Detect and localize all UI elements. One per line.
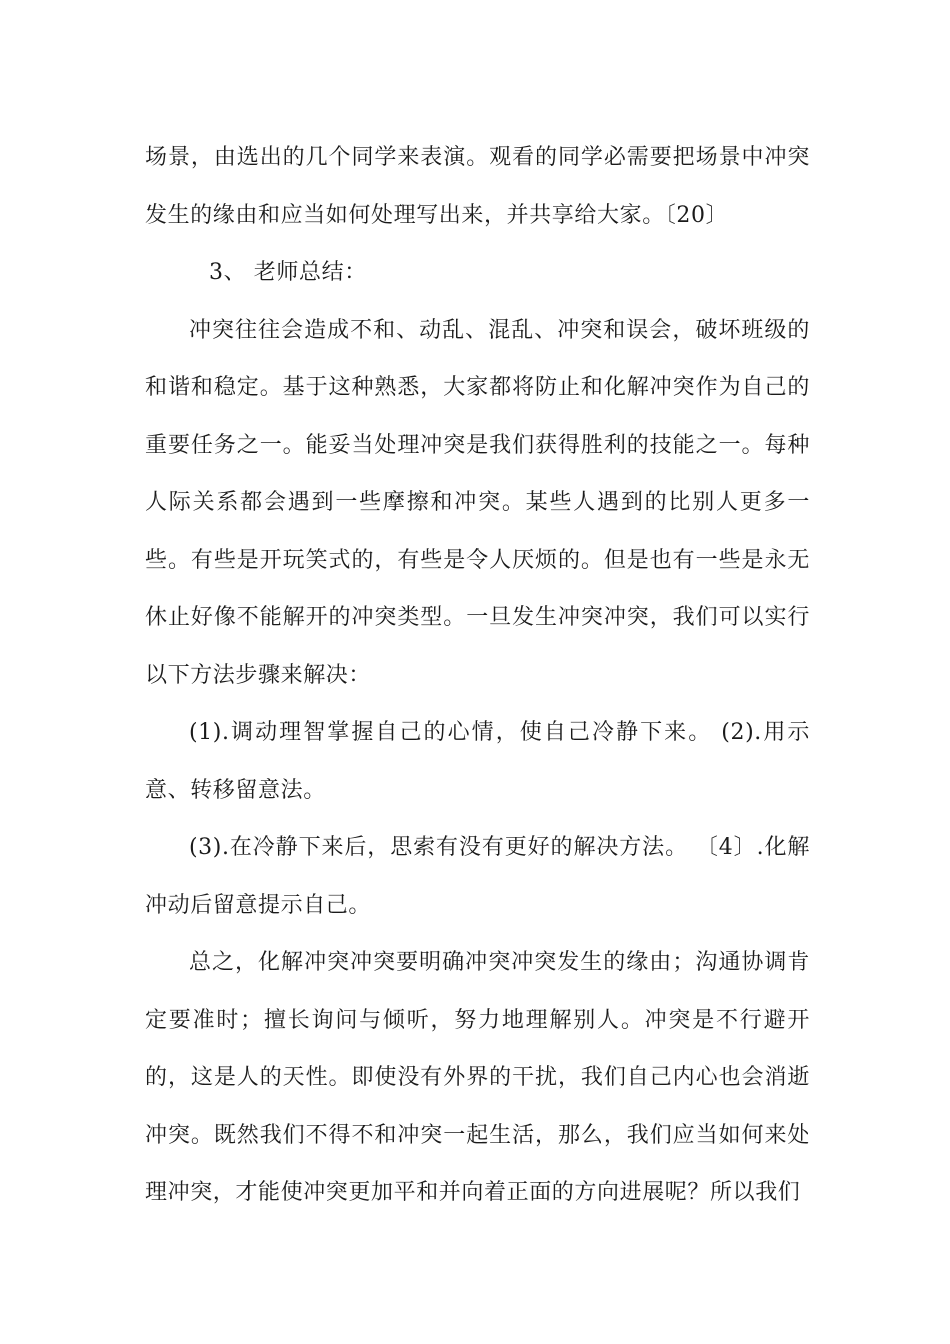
document-body bbox=[145, 129, 810, 1222]
paragraph-scene-performance: 场景，由选出的几个同学来表演。观看的同学必需要把场景中冲突发生的缘由和应当如何处理写出来，并共享给大家。〔20〕 bbox=[145, 145, 810, 228]
paragraph-conflict-overview: 冲突往往会造成不和、动乱、混乱、冲突和误会，破坏班级的和谐和稳定。基于这种熟悉，大家都将防止和化解冲突作为自己的重要任务之一。能妥当处理冲突是我们获得胜利的技能之一。每种人际关系都会遇到一些摩擦和冲突。某些人遇到的比别人更多一些。有些是开玩笑式的，有些是令人厌烦的。但是也有一些是永无休止好像不能解开的冲突类型。一旦发生冲突冲突，我们可以实行以下方法步骤来解决： bbox=[145, 317, 810, 688]
section-heading-teacher-summary: 3、 老师总结： bbox=[209, 260, 367, 285]
paragraph-steps-1-2: (1).调动理智掌握自己的心情，使自己冷静下来。 (2).用示意、转移留意法。 bbox=[145, 720, 810, 803]
paragraph-steps-3-4: (3).在冷静下来后，思索有没有更好的解决方法。 〔4〕.化解冲动后留意提示自己。 bbox=[145, 835, 810, 918]
paragraph-conclusion: 总之，化解冲突冲突要明确冲突冲突发生的缘由；沟通协调肯定要准时；擅长询问与倾听，努力地理解别人。冲突是不行避开的，这是人的天性。即使没有外界的干扰，我们自己内心也会消逝冲突。既然我们不得不和冲突一起生活，那么，我们应当如何来处理冲突，才能使冲突更加平和并向着正面的方向进展呢？所以我们 bbox=[145, 950, 810, 1205]
